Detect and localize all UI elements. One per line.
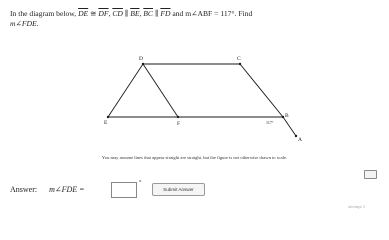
document-icon[interactable]	[364, 170, 377, 179]
point-f	[177, 116, 179, 118]
label-c: C	[237, 56, 241, 62]
segment-de-line	[108, 64, 143, 117]
segment-df-line	[143, 64, 178, 117]
question-text: In the diagram below, $\overline{DE}$ ≅ $\overline{DF}$, $\overline{CD}$ ∥ $\overline{BE}$, $\overline{BC}$ ∥ $\overline{FD}$ and m∠ABF = 117°. Find m∠FDE.	[10, 9, 253, 28]
submit-answer-button[interactable]: Submit Answer	[152, 183, 205, 196]
segment-bc: $\overline{BC}$	[143, 9, 154, 18]
label-e: E	[104, 120, 108, 126]
label-b: B	[285, 113, 289, 119]
segment-cd: $\overline{CD}$	[112, 9, 123, 18]
label-f: F	[177, 121, 181, 127]
answer-expression: m∠FDE =	[49, 185, 85, 194]
diagram-lines	[108, 64, 296, 136]
segment-be: $\overline{BE}$	[130, 9, 140, 18]
question-target: m∠FDE.	[10, 19, 39, 28]
segment-fd: $\overline{FD}$	[160, 9, 171, 18]
answer-input[interactable]	[111, 182, 137, 198]
angle-label: 117°	[266, 120, 274, 125]
segment-df: $\overline{DF}$	[98, 9, 109, 18]
label-d: D	[139, 56, 143, 62]
disclaimer-note: You may assume lines that appear straight are straight, but the figure is not otherwise drawn to scale.	[101, 155, 288, 160]
label-a: A	[298, 137, 302, 143]
point-c	[239, 63, 241, 65]
degree-symbol: °	[139, 180, 142, 186]
segment-cb-line	[240, 64, 283, 117]
point-b	[282, 116, 284, 118]
ray-ba-line	[283, 117, 296, 136]
attempt-counter: attempt 1	[348, 204, 366, 209]
answer-label: Answer: m∠FDE =	[10, 185, 85, 194]
point-a	[295, 135, 297, 137]
point-e	[107, 116, 109, 118]
point-d	[142, 63, 144, 65]
segment-de: $\overline{DE}$	[78, 9, 89, 18]
